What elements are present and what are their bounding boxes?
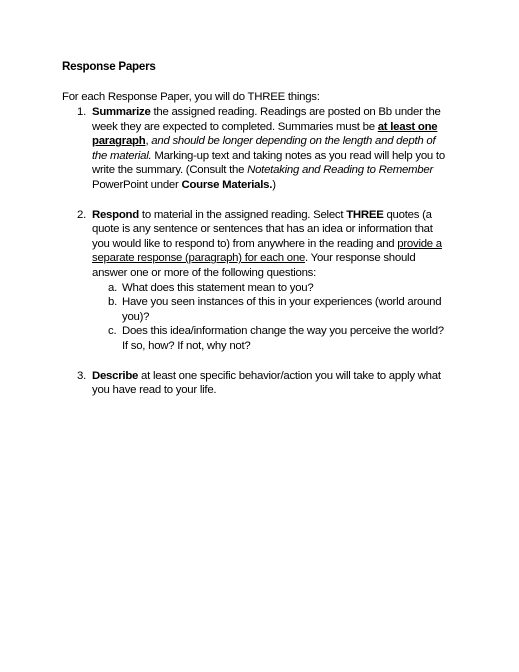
question-text: Does this idea/information change the way you perceive the world? If so, how? If not, why not? [122, 325, 444, 352]
question-text: What does this statement mean to you? [122, 281, 314, 294]
list-item-summarize [0, 105, 446, 193]
question-item [92, 324, 446, 353]
document-title: Response Papers [62, 60, 156, 73]
item-text: quotes (a quote is any sentence or sentences that has an idea or information that you would like to respond to) from anywhere in the reading and [92, 208, 433, 250]
intro-text: For each Response Paper, you will do THREE things: [62, 91, 320, 103]
item-italic: and should be longer depending on the length and depth of the material. [92, 135, 436, 162]
item-text: PowerPoint under [92, 178, 182, 191]
list-item-number: 1. [77, 106, 86, 118]
list-item-number: 2. [77, 208, 86, 221]
item-bold: Course Materials. [181, 178, 273, 191]
item-text: to material in the assigned reading. Select [138, 208, 347, 221]
question-list [92, 281, 446, 354]
list-item-number: 3. [77, 369, 86, 382]
item-text: . Your response should answer one or more of the following questions: [92, 252, 416, 279]
item-text: Marking-up text and taking notes as you read will help you to write the summary. (Consult the [92, 149, 445, 177]
item-text: the assigned reading. Readings are posted on Bb under the week they are expected to completed. Summaries must be [92, 106, 441, 133]
item-text: at least one specific behavior/action you will take to apply what you have read to your life. [92, 369, 441, 397]
item-keyword: Respond [92, 208, 139, 221]
item-underline: provide a separate response (paragraph) for each one [92, 237, 442, 265]
instruction-list [0, 105, 519, 398]
question-item [92, 295, 446, 324]
question-item [92, 281, 446, 296]
question-letter: b. [108, 296, 117, 309]
list-item-describe [0, 369, 446, 398]
list-item-respond [0, 208, 446, 354]
item-text: , [145, 135, 152, 148]
item-keyword: Summarize [92, 106, 151, 118]
item-emphasis: at least one paragraph [92, 120, 438, 148]
question-letter: c. [108, 325, 117, 338]
item-text: ) [272, 178, 276, 191]
item-keyword: Describe [92, 369, 139, 382]
question-text: Have you seen instances of this in your experiences (world around you)? [122, 296, 442, 323]
question-letter: a. [108, 281, 117, 294]
item-bold: THREE [346, 208, 384, 221]
item-italic: Notetaking and Reading to Remember [247, 164, 433, 177]
